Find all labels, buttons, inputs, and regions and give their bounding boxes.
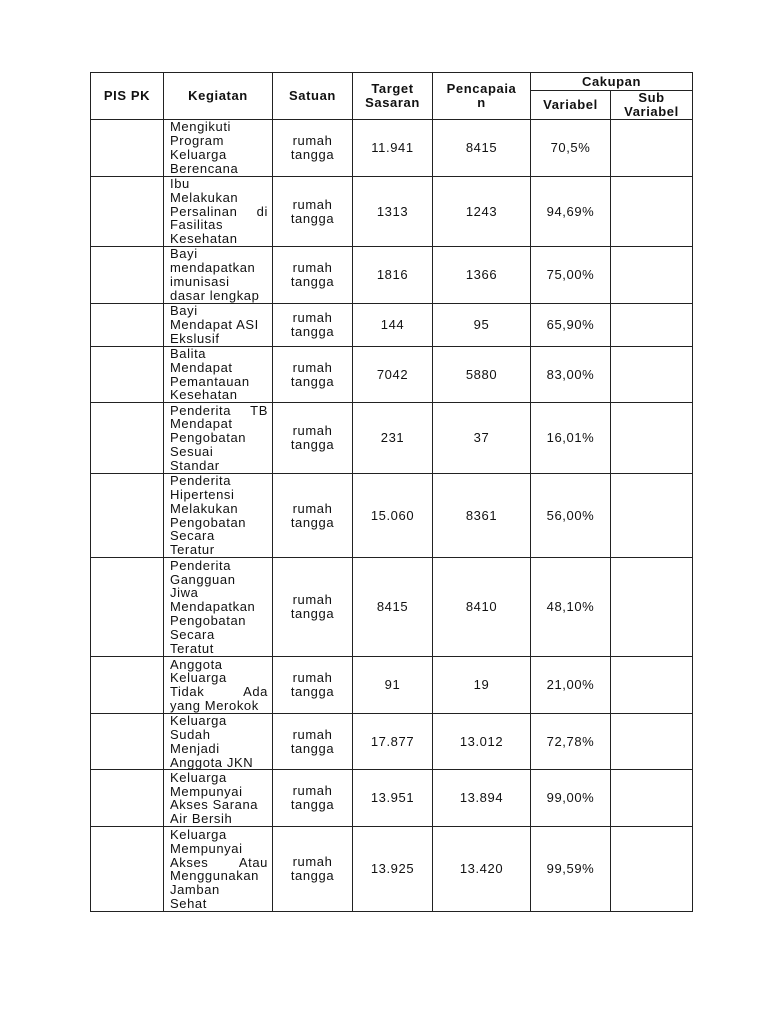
cell-variabel: 70,5% [531, 120, 611, 177]
satuan-line: rumah [292, 783, 333, 799]
kegiatan-line: Pemantauan [170, 373, 250, 389]
kegiatan-line: Pengobatan [170, 613, 247, 629]
cell-variabel: 99,00% [531, 770, 611, 827]
kegiatan-line: mendapatkan [170, 260, 256, 276]
kegiatan-line: Teratut [170, 640, 214, 656]
table-row [91, 247, 693, 304]
kegiatan-line: Air Bersih [170, 811, 233, 827]
satuan-line: tangga [290, 740, 335, 756]
cell-pis-pk [91, 558, 164, 657]
kegiatan-line: Teratur [170, 542, 215, 558]
cell-pis-pk [91, 714, 164, 770]
header-pis-pk: PIS PK [91, 73, 164, 120]
cell-target: 231 [353, 403, 433, 474]
cell-variabel: 56,00% [531, 474, 611, 558]
cell-target: 1313 [353, 177, 433, 247]
header-sub-variabel [611, 91, 693, 120]
cell-target: 15.060 [353, 474, 433, 558]
kegiatan-line: Mempunyai [170, 783, 243, 799]
cell-kegiatan [164, 770, 273, 827]
cell-variabel: 72,78% [531, 714, 611, 770]
satuan-line: rumah [292, 670, 333, 686]
cell-target: 7042 [353, 347, 433, 403]
header-pencapaian-line1: Pencapaia [446, 81, 517, 96]
kegiatan-line: Pengobatan [170, 430, 247, 446]
satuan-line: tangga [290, 868, 335, 884]
kegiatan-line: Keluarga [170, 713, 227, 729]
cell-pencapaian: 8415 [433, 120, 531, 177]
cell-pis-pk [91, 403, 164, 474]
cell-kegiatan [164, 714, 273, 770]
cell-pencapaian: 8410 [433, 558, 531, 657]
cell-sub-variabel [611, 403, 693, 474]
cell-variabel: 48,10% [531, 558, 611, 657]
kegiatan-line: yang Merokok [170, 697, 259, 713]
kegiatan-line: Ibu [170, 176, 190, 191]
table-row [91, 474, 693, 558]
table-row [91, 347, 693, 403]
table-row [91, 403, 693, 474]
cell-satuan [273, 120, 353, 177]
satuan-line: rumah [292, 359, 333, 375]
cell-satuan [273, 714, 353, 770]
kegiatan-line: Melakukan [170, 500, 239, 516]
satuan-line: rumah [292, 260, 333, 275]
cell-sub-variabel [611, 347, 693, 403]
header-pencapaian [433, 73, 531, 120]
kegiatan-line: Bayi [170, 246, 198, 262]
cell-satuan [273, 770, 353, 827]
cell-variabel: 94,69% [531, 177, 611, 247]
header-cakupan: Cakupan [531, 73, 693, 91]
kegiatan-line: Anggota [170, 656, 223, 672]
satuan-line: tangga [290, 797, 335, 813]
cell-pencapaian: 8361 [433, 474, 531, 558]
cell-satuan [273, 403, 353, 474]
satuan-line: rumah [292, 592, 333, 608]
kegiatan-line: Mempunyai [170, 840, 243, 856]
kegiatan-line: Jiwa [170, 585, 199, 601]
kegiatan-line: Hipertensi [170, 487, 235, 503]
cell-satuan [273, 304, 353, 347]
kegiatan-line: Sudah [170, 726, 211, 742]
satuan-line: rumah [292, 423, 333, 439]
cell-pencapaian: 13.420 [433, 827, 531, 912]
cell-pis-pk [91, 120, 164, 177]
cell-target: 144 [353, 304, 433, 347]
satuan-line: rumah [292, 726, 333, 742]
cell-pencapaian: 19 [433, 657, 531, 714]
header-kegiatan: Kegiatan [164, 73, 273, 120]
kegiatan-line: Mendapat [170, 359, 233, 375]
kegiatan-line: Mengikuti [170, 119, 232, 135]
cell-sub-variabel [611, 247, 693, 304]
cell-pis-pk [91, 177, 164, 247]
kegiatan-line: Akses Atau [170, 854, 268, 870]
cell-kegiatan [164, 558, 273, 657]
kegiatan-line: Keluarga [170, 769, 227, 785]
cell-sub-variabel [611, 304, 693, 347]
cell-satuan [273, 177, 353, 247]
cell-kegiatan [164, 827, 273, 912]
kegiatan-line: Penderita [170, 473, 232, 489]
cell-target: 13.951 [353, 770, 433, 827]
cell-kegiatan [164, 120, 273, 177]
cell-sub-variabel [611, 827, 693, 912]
cell-sub-variabel [611, 558, 693, 657]
kegiatan-line: Secara [170, 528, 215, 544]
cell-kegiatan [164, 247, 273, 304]
kegiatan-line: Penderita [170, 557, 232, 573]
kegiatan-line: Akses Sarana [170, 797, 259, 813]
cell-variabel: 21,00% [531, 657, 611, 714]
kegiatan-line: Standar [170, 457, 220, 473]
table-row [91, 177, 693, 247]
table-row [91, 714, 693, 770]
cell-kegiatan [164, 657, 273, 714]
cell-pis-pk [91, 827, 164, 912]
cell-kegiatan [164, 304, 273, 347]
cell-variabel: 83,00% [531, 347, 611, 403]
kegiatan-line: Mendapatkan [170, 599, 256, 615]
cell-satuan [273, 347, 353, 403]
kegiatan-line: Penderita TB [170, 402, 268, 418]
table-row [91, 120, 693, 177]
cell-satuan [273, 247, 353, 304]
kegiatan-line: Keluarga [170, 147, 227, 162]
kegiatan-line: dasar lengkap [170, 287, 260, 303]
table-body [91, 120, 693, 912]
cell-sub-variabel [611, 177, 693, 247]
table-row [91, 558, 693, 657]
cell-pis-pk [91, 657, 164, 714]
cell-pencapaian: 5880 [433, 347, 531, 403]
kegiatan-line: Anggota JKN [170, 754, 254, 770]
satuan-line: rumah [292, 500, 333, 516]
cell-target: 11.941 [353, 120, 433, 177]
cell-pis-pk [91, 770, 164, 827]
cell-satuan [273, 558, 353, 657]
header-sub-line2: Variabel [624, 104, 679, 119]
kegiatan-line: Balita [170, 346, 207, 361]
kegiatan-line: Melakukan [170, 189, 239, 205]
satuan-line: rumah [292, 133, 333, 148]
header-target-sasaran [353, 73, 433, 120]
satuan-line: rumah [292, 310, 333, 325]
header-variabel: Variabel [531, 91, 611, 120]
cell-variabel: 75,00% [531, 247, 611, 304]
cell-sub-variabel [611, 474, 693, 558]
kegiatan-line: Kesehatan [170, 387, 238, 403]
cell-target: 1816 [353, 247, 433, 304]
header-pencapaian-line2: n [477, 95, 486, 110]
kegiatan-line: Program [170, 133, 225, 149]
kegiatan-line: imunisasi [170, 274, 230, 289]
cell-satuan [273, 827, 353, 912]
cell-target: 17.877 [353, 714, 433, 770]
kegiatan-line: Menggunakan [170, 868, 259, 884]
kegiatan-line: Keluarga [170, 826, 227, 842]
satuan-line: tangga [290, 437, 335, 453]
table-row [91, 827, 693, 912]
cell-sub-variabel [611, 120, 693, 177]
cell-pis-pk [91, 474, 164, 558]
kegiatan-line: Tidak Ada [170, 684, 268, 700]
table-row [91, 304, 693, 347]
satuan-line: rumah [292, 854, 333, 870]
kegiatan-line: Fasilitas [170, 217, 224, 233]
kegiatan-line: Menjadi [170, 740, 220, 756]
satuan-line: tangga [290, 373, 335, 389]
kegiatan-line: Secara [170, 626, 215, 642]
kegiatan-line: Mendapat [170, 416, 233, 432]
cell-pencapaian: 13.012 [433, 714, 531, 770]
cell-pis-pk [91, 304, 164, 347]
header-target-line1: Target [371, 81, 414, 96]
kegiatan-line: Mendapat ASI [170, 317, 259, 333]
cell-kegiatan [164, 177, 273, 247]
cell-satuan [273, 474, 353, 558]
satuan-line: tangga [290, 147, 335, 162]
cell-pencapaian: 1243 [433, 177, 531, 247]
header-target-line2: Sasaran [365, 95, 420, 110]
cell-variabel: 16,01% [531, 403, 611, 474]
cell-target: 8415 [353, 558, 433, 657]
satuan-line: rumah [292, 196, 333, 212]
kegiatan-line: Kesehatan [170, 231, 238, 247]
table-row [91, 657, 693, 714]
cell-variabel: 99,59% [531, 827, 611, 912]
cell-target: 91 [353, 657, 433, 714]
cell-pis-pk [91, 247, 164, 304]
cell-kegiatan [164, 347, 273, 403]
cell-sub-variabel [611, 657, 693, 714]
kegiatan-line: Sesuai [170, 444, 214, 460]
satuan-line: tangga [290, 274, 335, 289]
kegiatan-line: Bayi [170, 303, 198, 319]
cell-sub-variabel [611, 714, 693, 770]
cell-variabel: 65,90% [531, 304, 611, 347]
kegiatan-line: Jamban [170, 882, 220, 898]
kegiatan-line: Sehat [170, 895, 207, 911]
cell-pencapaian: 1366 [433, 247, 531, 304]
cell-sub-variabel [611, 770, 693, 827]
satuan-line: tangga [290, 514, 335, 530]
coverage-table [90, 72, 693, 912]
satuan-line: tangga [290, 324, 335, 339]
header-satuan: Satuan [273, 73, 353, 120]
kegiatan-line: Pengobatan [170, 514, 247, 530]
table-row [91, 770, 693, 827]
cell-pencapaian: 13.894 [433, 770, 531, 827]
cell-target: 13.925 [353, 827, 433, 912]
header-sub-line1: Sub [638, 90, 665, 105]
kegiatan-line: Gangguan [170, 571, 236, 587]
cell-kegiatan [164, 474, 273, 558]
cell-satuan [273, 657, 353, 714]
satuan-line: tangga [290, 210, 335, 226]
kegiatan-line: Berencana [170, 160, 239, 176]
kegiatan-line: Ekslusif [170, 330, 220, 346]
satuan-line: tangga [290, 606, 335, 622]
cell-pis-pk [91, 347, 164, 403]
kegiatan-line: Keluarga [170, 670, 227, 686]
cell-kegiatan [164, 403, 273, 474]
cell-pencapaian: 95 [433, 304, 531, 347]
kegiatan-line: Persalinan di [170, 203, 268, 219]
cell-pencapaian: 37 [433, 403, 531, 474]
satuan-line: tangga [290, 684, 335, 700]
